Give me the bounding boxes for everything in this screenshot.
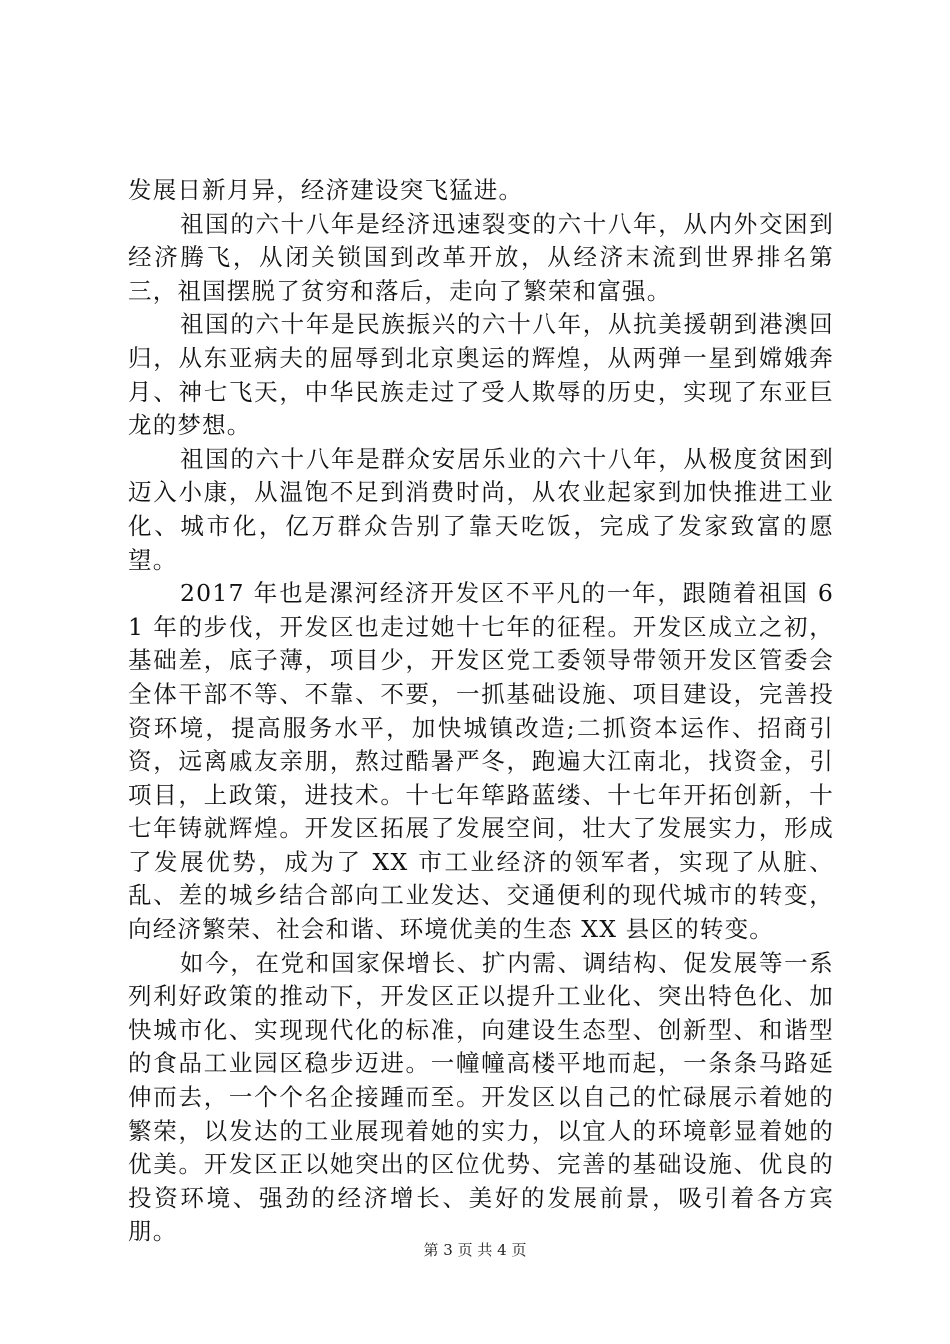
paragraph-livelihood: 祖国的六十八年是群众安居乐业的六十八年，从极度贫困到迈入小康，从温饱不足到消费时尚，从农业起家到加快推进工业化、城市化，亿万群众告别了靠天吃饭，完成了发家致富的愿望。 — [128, 444, 834, 574]
paragraph-economy: 祖国的六十八年是经济迅速裂变的六十八年，从内外交困到经济腾飞，从闭关锁国到改革开放，从经济末流到世界排名第三，祖国摆脱了贫穷和落后，走向了繁荣和富强。 — [128, 209, 834, 305]
paragraph-development-zone: 2017 年也是漯河经济开发区不平凡的一年，跟随着祖国 61 年的步伐，开发区也走过她十七年的征程。开发区成立之初，基础差，底子薄，项目少，开发区党工委领导带领开发区管委会全体干部不等、不靠、不要，一抓基础设施、项目建设，完善投资环境，提高服务水平，加快城镇改造;二抓资本运作、招商引资，远离戚友亲朋，熬过酷暑严冬，跑遍大江南北，找资金，引项目，上政策，进技术。十七年筚路蓝缕、十七年开拓创新，十七年铸就辉煌。开发区拓展了发展空间，壮大了发展实力，形成了发展优势，成为了 XX 市工业经济的领军者，实现了从脏、乱、差的城乡结合部向工业发达、交通便利的现代城市的转变，向经济繁荣、社会和谐、环境优美的生态 XX 县区的转变。 — [128, 579, 834, 944]
document-body — [128, 174, 834, 1249]
paragraph-today: 如今，在党和国家保增长、扩内需、调结构、促发展等一系列利好政策的推动下，开发区正以提升工业化、突出特色化、加快城市化、实现现代化的标准，向建设生态型、创新型、和谐型的食品工业园区稳步迈进。一幢幢高楼平地而起，一条条马路延伸而去，一个个名企接踵而至。开发区以自己的忙碌展示着她的繁荣，以发达的工业展现着她的实力，以宜人的环境彰显着她的优美。开发区正以她突出的区位优势、完善的基础设施、优良的投资环境、强劲的经济增长、美好的发展前景，吸引着各方宾朋。 — [128, 948, 834, 1246]
paragraph-nation-revival: 祖国的六十年是民族振兴的六十八年，从抗美援朝到港澳回归，从东亚病夫的屈辱到北京奥运的辉煌，从两弹一星到嫦娥奔月、神七飞天，中华民族走过了受人欺辱的历史，实现了东亚巨龙的梦想。 — [128, 310, 834, 440]
page-number-footer: 第 3 页 共 4 页 — [423, 1241, 527, 1259]
paragraph-continuation: 发展日新月异，经济建设突飞猛进。 — [128, 176, 524, 204]
